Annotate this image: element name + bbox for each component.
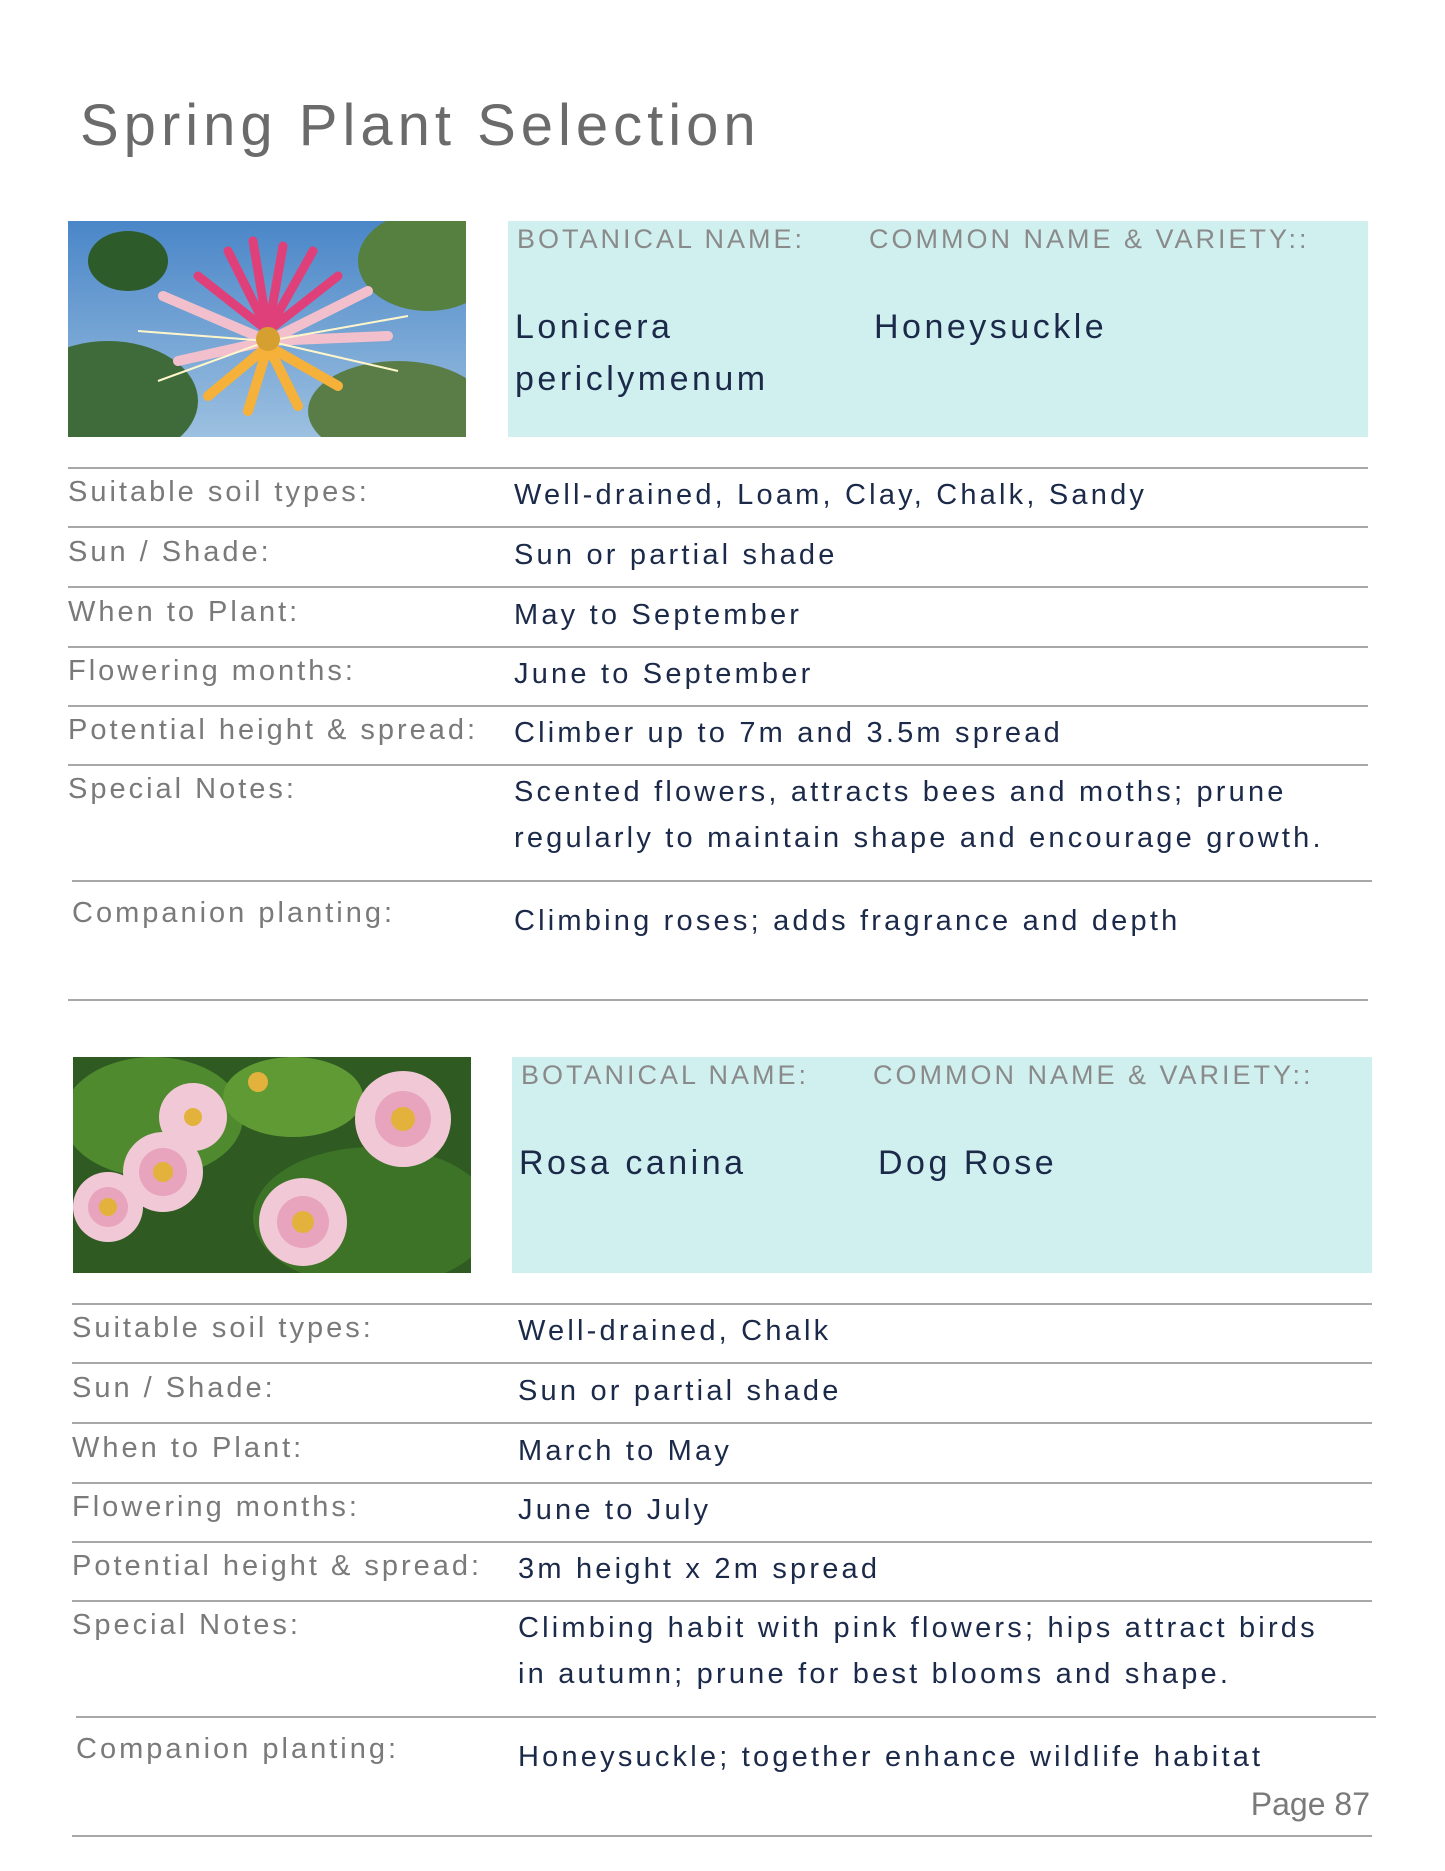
divider [72,1362,1372,1364]
common-name: Dog Rose [878,1144,1058,1182]
flowering-months-value: June to July [518,1494,712,1526]
divider [68,999,1368,1001]
dog-rose-photo [73,1057,471,1273]
botanical-name [515,301,769,405]
plant-name-box [512,1057,1372,1273]
flowering-months-label: Flowering months: [72,1491,360,1523]
divider [68,526,1368,528]
when-to-plant-label: When to Plant: [72,1432,305,1464]
plant-name-box [508,221,1368,437]
height-spread-label: Potential height & spread: [68,714,479,746]
common-name-heading: COMMON NAME & VARIETY:: [869,224,1310,254]
height-spread-label: Potential height & spread: [72,1550,483,1582]
special-notes-label: Special Notes: [68,773,297,805]
divider [72,1303,1372,1305]
special-notes-value [514,769,1324,861]
sun-shade-label: Sun / Shade: [68,536,272,568]
botanical-name-heading: BOTANICAL NAME: [517,224,806,254]
divider [72,1482,1372,1484]
height-spread-value: 3m height x 2m spread [518,1553,881,1585]
common-name-heading: COMMON NAME & VARIETY:: [873,1060,1314,1090]
special-notes-line1: Scented flowers, attracts bees and moths; prune [514,776,1287,808]
special-notes-label: Special Notes: [72,1609,301,1641]
companion-planting-value: Climbing roses; adds fragrance and depth [514,905,1181,937]
divider [72,880,1372,882]
divider [68,705,1368,707]
botanical-name-line1: Lonicera [515,308,674,346]
page-number: Page 87 [1250,1786,1370,1822]
flowering-months-label: Flowering months: [68,655,356,687]
special-notes-line2: regularly to maintain shape and encourage growth. [514,822,1324,854]
page-title: Spring Plant Selection [80,93,761,158]
when-to-plant-value: March to May [518,1435,733,1467]
botanical-name-heading: BOTANICAL NAME: [521,1060,810,1090]
companion-planting-label: Companion planting: [76,1733,400,1765]
divider [72,1422,1372,1424]
divider [68,646,1368,648]
divider [72,1835,1372,1837]
when-to-plant-label: When to Plant: [68,596,301,628]
soil-label: Suitable soil types: [72,1312,374,1344]
common-name: Honeysuckle [874,308,1108,346]
soil-value: Well-drained, Chalk [518,1315,832,1347]
special-notes-value [518,1605,1318,1697]
divider [72,1541,1372,1543]
sun-shade-value: Sun or partial shade [518,1375,842,1407]
soil-value: Well-drained, Loam, Clay, Chalk, Sandy [514,479,1148,511]
companion-planting-value: Honeysuckle; together enhance wildlife habitat [518,1741,1264,1773]
sun-shade-label: Sun / Shade: [72,1372,276,1404]
divider [76,1716,1376,1718]
flowering-months-value: June to September [514,658,814,690]
sun-shade-value: Sun or partial shade [514,539,838,571]
special-notes-line2: in autumn; prune for best blooms and shape. [518,1658,1232,1690]
soil-label: Suitable soil types: [68,476,370,508]
honeysuckle-photo [68,221,466,437]
divider [68,467,1368,469]
divider [68,586,1368,588]
companion-planting-label: Companion planting: [72,897,396,929]
when-to-plant-value: May to September [514,599,803,631]
botanical-name: Rosa canina [519,1144,747,1182]
height-spread-value: Climber up to 7m and 3.5m spread [514,717,1063,749]
divider [68,764,1368,766]
special-notes-line1: Climbing habit with pink flowers; hips attract birds [518,1612,1318,1644]
divider [72,1600,1372,1602]
botanical-name-line2: periclymenum [515,360,769,398]
